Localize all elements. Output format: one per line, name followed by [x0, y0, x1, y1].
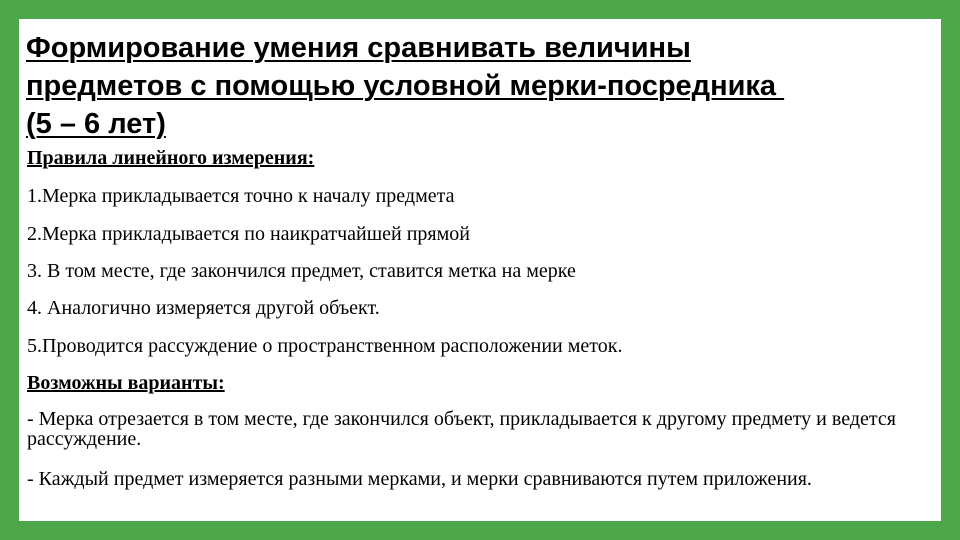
- rule-item: 5.Проводится рассуждение о пространственном расположении меток.: [27, 335, 623, 357]
- variant-item: - Мерка отрезается в том месте, где закончился объект, прикладывается к другому предмету и ведется рассуждение.: [27, 408, 896, 450]
- rule-item: 1.Мерка прикладывается точно к началу предмета: [27, 185, 455, 207]
- rule-item: 2.Мерка прикладывается по наикратчайшей прямой: [27, 223, 470, 245]
- title-line: Формирование умения сравнивать величины: [26, 32, 691, 64]
- variants-heading: Возможны варианты:: [27, 372, 225, 394]
- title-line: (5 – 6 лет): [26, 108, 166, 140]
- slide: [19, 19, 941, 521]
- title-line: предметов с помощью условной мерки-посредника: [26, 70, 785, 102]
- variant-item: - Каждый предмет измеряется разными мерками, и мерки сравниваются путем приложения.: [27, 468, 812, 490]
- rule-item: 4. Аналогично измеряется другой объект.: [27, 297, 380, 319]
- rules-heading: Правила линейного измерения:: [27, 147, 315, 169]
- slide-title: [26, 29, 926, 143]
- rule-item: 3. В том месте, где закончился предмет, ставится метка на мерке: [27, 260, 576, 282]
